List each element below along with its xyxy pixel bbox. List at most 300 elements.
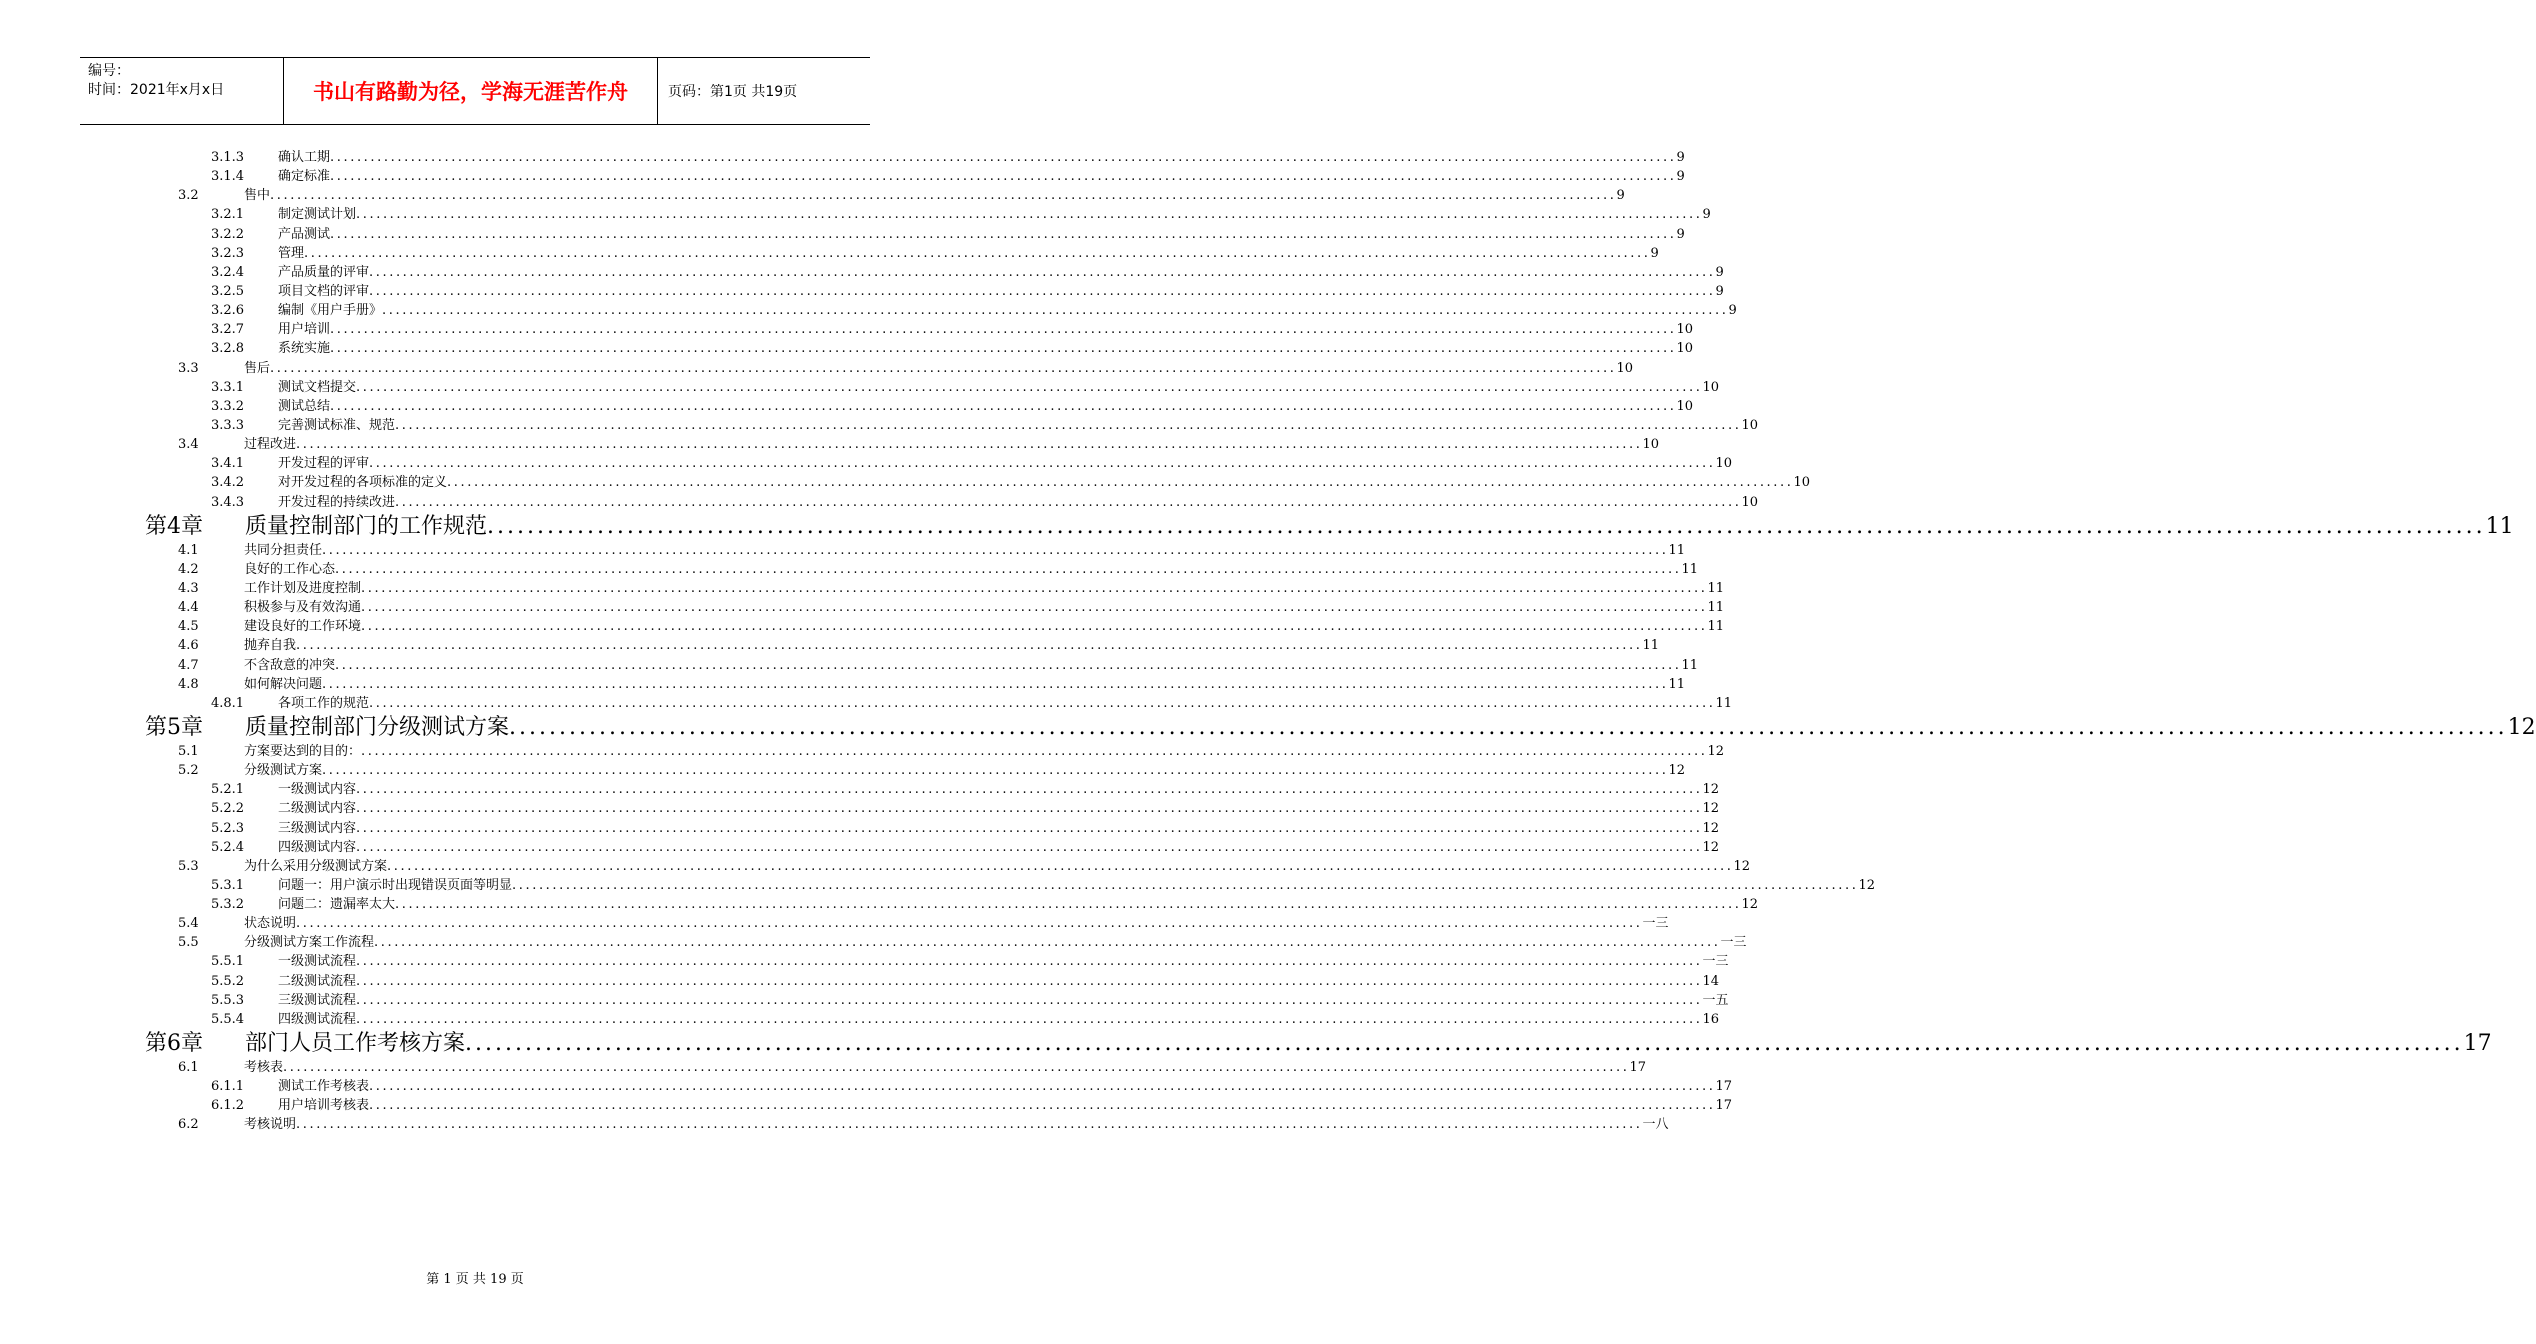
toc-entry-title: 为什么采用分级测试方案 — [244, 858, 388, 874]
toc-entry-title: 分级测试方案 — [244, 763, 323, 779]
toc-entry-line — [278, 895, 1759, 914]
toc-entry-line — [278, 263, 1724, 282]
toc-dot-leader: ........................................................................................................................................................................................................ — [330, 226, 1677, 242]
toc-entry-title: 售后 — [244, 360, 271, 376]
toc-entry-number: 5.5.4 — [211, 1011, 245, 1027]
toc-entry-row[interactable] — [0, 819, 1720, 838]
toc-entry-title: 方案要达到的目的： — [244, 743, 362, 759]
toc-entry-number: 6.1 — [178, 1060, 199, 1076]
toc-entry-line — [245, 1029, 2492, 1058]
toc-entry-row[interactable] — [0, 952, 1729, 971]
toc-dot-leader: ........................................................................................................................................................................................................ — [369, 264, 1716, 280]
toc-entry-page: 11 — [1681, 561, 1699, 577]
toc-dot-leader: ........................................................................................................................................................................................................ — [330, 322, 1677, 338]
toc-entry-row[interactable] — [0, 282, 1724, 301]
toc-dot-leader: ........................................................................................................................................................................................................ — [387, 858, 1734, 874]
toc-entry-page: 17 — [1629, 1060, 1647, 1076]
toc-entry-page: 10 — [1741, 494, 1759, 510]
toc-entry-title: 各项工作的规范 — [278, 695, 370, 711]
toc-entry-title: 确定标准 — [278, 169, 331, 185]
toc-entry-line — [278, 493, 1759, 512]
toc-dot-leader: ........................................................................................................................................................................................................ — [330, 341, 1677, 357]
toc-entry-page: 10 — [1676, 398, 1694, 414]
toc-entry-page: 9 — [1728, 303, 1737, 319]
toc-entry-page: 9 — [1676, 169, 1685, 185]
toc-entry-line — [278, 225, 1685, 244]
toc-entry-line — [244, 1115, 1669, 1134]
toc-entry-title: 产品测试 — [278, 226, 331, 242]
toc-entry-page: 11 — [1668, 542, 1686, 558]
toc-dot-leader: ........................................................................................................................................................................................................ — [487, 513, 2486, 539]
toc-dot-leader: ........................................................................................................................................................................................................ — [356, 992, 1703, 1008]
toc-entry-row[interactable] — [0, 656, 1699, 675]
toc-entry-row[interactable] — [0, 742, 1725, 761]
toc-chapter-row[interactable] — [0, 713, 2536, 742]
toc-dot-leader: ........................................................................................................................................................................................................ — [361, 580, 1708, 596]
toc-entry-row[interactable] — [0, 263, 1724, 282]
toc-entry-title: 用户培训 — [278, 322, 331, 338]
toc-entry-title: 对开发过程的各项标准的定义 — [278, 475, 448, 491]
toc-entry-line — [244, 617, 1725, 636]
toc-entry-line — [278, 838, 1720, 857]
toc-dot-leader: ........................................................................................................................................................................................................ — [356, 973, 1703, 989]
toc-entry-line — [244, 914, 1669, 933]
toc-entry-page: 11 — [1707, 619, 1725, 635]
page-footer: 第 1 页 共 19 页 — [426, 1272, 524, 1287]
toc-dot-leader: ........................................................................................................................................................................................................ — [283, 1060, 1630, 1076]
toc-entry-row[interactable] — [0, 339, 1694, 358]
toc-dot-leader: ........................................................................................................................................................................................................ — [356, 379, 1703, 395]
toc-dot-leader: ........................................................................................................................................................................................................ — [369, 1098, 1716, 1114]
toc-entry-number: 4.7 — [178, 657, 199, 673]
toc-entry-line — [278, 205, 1711, 224]
toc-entry-row[interactable] — [0, 301, 1737, 320]
toc-entry-number: 3.3.1 — [211, 379, 245, 395]
toc-entry-title: 工作计划及进度控制 — [244, 580, 362, 596]
toc-entry-row[interactable] — [0, 780, 1720, 799]
toc-entry-title: 管理 — [278, 245, 305, 261]
toc-entry-page: 12 — [2507, 714, 2536, 740]
toc-entry-number: 4.5 — [178, 619, 199, 635]
toc-entry-title: 问题二：遗漏率太大 — [278, 897, 396, 913]
toc-entry-row[interactable] — [0, 560, 1699, 579]
toc-entry-number: 3.3.3 — [211, 417, 245, 433]
toc-entry-number: 3.1.3 — [211, 150, 245, 165]
header-left-cell — [80, 58, 283, 124]
toc-dot-leader: ........................................................................................................................................................................................................ — [361, 619, 1708, 635]
toc-entry-title: 良好的工作心态 — [244, 561, 336, 577]
toc-entry-line — [278, 244, 1659, 263]
toc-entry-number: 3.2 — [178, 188, 199, 204]
toc-entry-page: 11 — [1642, 638, 1660, 654]
toc-entry-page: 10 — [1702, 379, 1720, 395]
toc-entry-number: 3.1.4 — [211, 169, 245, 185]
toc-entry-line — [244, 675, 1686, 694]
toc-entry-number: 6.1.1 — [211, 1079, 245, 1095]
header-page-info: 页码：第1页 共19页 — [668, 84, 798, 100]
toc-entry-page: 11 — [1681, 657, 1699, 673]
toc-entry-row[interactable] — [0, 205, 1711, 224]
toc-entry-title: 共同分担责任 — [244, 542, 323, 558]
toc-entry-title: 确认工期 — [278, 150, 331, 165]
toc-entry-row[interactable] — [0, 397, 1694, 416]
toc-dot-leader: ........................................................................................................................................................................................................ — [296, 437, 1643, 453]
toc-entry-title: 不含敌意的冲突 — [244, 657, 336, 673]
toc-entry-number: 4.6 — [178, 638, 199, 654]
toc-entry-page: 10 — [1616, 360, 1634, 376]
toc-entry-row[interactable] — [0, 167, 1685, 186]
toc-entry-title: 质量控制部门的工作规范 — [245, 513, 488, 539]
toc-entry-number: 6.1.2 — [211, 1098, 245, 1114]
toc-entry-title: 系统实施 — [278, 341, 331, 357]
toc-entry-row[interactable] — [0, 761, 1686, 780]
toc-entry-number: 5.2.3 — [211, 820, 245, 836]
toc-entry-row[interactable] — [0, 1077, 1733, 1096]
table-of-contents — [0, 148, 2536, 1135]
toc-dot-leader: ........................................................................................................................................................................................................ — [512, 877, 1859, 893]
toc-entry-page: 11 — [1707, 600, 1725, 616]
toc-entry-row[interactable] — [0, 320, 1694, 339]
toc-entry-number: 5.2.2 — [211, 801, 245, 817]
toc-entry-line — [278, 780, 1720, 799]
toc-entry-number: 5.5.3 — [211, 992, 245, 1008]
toc-entry-line — [278, 167, 1685, 186]
toc-entry-number: 3.4 — [178, 437, 199, 453]
toc-entry-number: 3.2.4 — [211, 264, 245, 280]
toc-entry-title: 问题一：用户演示时出现错误页面等明显 — [278, 877, 513, 893]
page-header — [80, 57, 870, 125]
toc-entry-title: 测试总结 — [278, 398, 331, 414]
toc-entry-row[interactable] — [0, 617, 1725, 636]
toc-entry-number: 第6章 — [145, 1031, 203, 1057]
toc-entry-line — [278, 972, 1720, 991]
toc-dot-leader: ........................................................................................................................................................................................................ — [296, 638, 1643, 654]
toc-entry-page: 9 — [1616, 188, 1625, 204]
toc-entry-page: 16 — [1702, 1011, 1720, 1027]
toc-entry-title: 完善测试标准、规范 — [278, 417, 396, 433]
toc-entry-page: 一三 — [1720, 935, 1747, 951]
toc-entry-title: 过程改进 — [244, 437, 297, 453]
toc-dot-leader: ........................................................................................................................................................................................................ — [330, 169, 1677, 185]
toc-entry-number: 4.3 — [178, 580, 199, 596]
toc-dot-leader: ........................................................................................................................................................................................................ — [395, 417, 1742, 433]
toc-entry-title: 开发过程的评审 — [278, 456, 370, 472]
toc-entry-line — [244, 636, 1660, 655]
toc-chapter-row[interactable] — [0, 512, 2514, 541]
toc-entry-title: 部门人员工作考核方案 — [245, 1031, 466, 1057]
toc-chapter-row[interactable] — [0, 1029, 2492, 1058]
toc-entry-number: 5.3 — [178, 858, 199, 874]
toc-dot-leader: ........................................................................................................................................................................................................ — [304, 245, 1651, 261]
toc-entry-line — [278, 148, 1685, 167]
toc-entry-number: 3.2.2 — [211, 226, 245, 242]
toc-entry-page: 10 — [1642, 437, 1660, 453]
toc-entry-page: 11 — [1668, 676, 1686, 692]
toc-dot-leader: ........................................................................................................................................................................................................ — [296, 916, 1643, 932]
toc-entry-page: 11 — [1715, 695, 1733, 711]
toc-entry-row[interactable] — [0, 454, 1733, 473]
toc-dot-leader: ........................................................................................................................................................................................................ — [369, 1079, 1716, 1095]
toc-entry-row[interactable] — [0, 799, 1720, 818]
toc-entry-line — [278, 320, 1694, 339]
toc-entry-row[interactable] — [0, 473, 1811, 492]
toc-entry-number: 第5章 — [145, 714, 203, 740]
toc-entry-row[interactable] — [0, 857, 1751, 876]
toc-entry-title: 编制《用户手册》 — [278, 303, 383, 319]
toc-dot-leader: ........................................................................................................................................................................................................ — [322, 763, 1669, 779]
toc-entry-row[interactable] — [0, 416, 1759, 435]
toc-entry-line — [244, 579, 1725, 598]
toc-entry-row[interactable] — [0, 225, 1685, 244]
toc-entry-line — [244, 761, 1686, 780]
toc-entry-page: 一八 — [1642, 1117, 1669, 1133]
toc-entry-line — [278, 454, 1733, 473]
toc-dot-leader: ........................................................................................................................................................................................................ — [369, 456, 1716, 472]
toc-entry-page: 12 — [1702, 839, 1720, 855]
toc-entry-page: 17 — [1715, 1098, 1733, 1114]
toc-entry-title: 一级测试流程 — [278, 954, 357, 970]
toc-entry-line — [278, 799, 1720, 818]
toc-entry-row[interactable] — [0, 378, 1720, 397]
toc-entry-number: 3.4.2 — [211, 475, 245, 491]
toc-entry-line — [278, 282, 1724, 301]
toc-entry-number: 3.3.2 — [211, 398, 245, 414]
toc-entry-number: 3.3 — [178, 360, 199, 376]
toc-entry-row[interactable] — [0, 914, 1669, 933]
toc-entry-page: 10 — [1676, 341, 1694, 357]
toc-entry-row[interactable] — [0, 186, 1625, 205]
toc-dot-leader: ........................................................................................................................................................................................................ — [356, 820, 1703, 836]
toc-entry-title: 分级测试方案工作流程 — [244, 935, 375, 951]
toc-dot-leader: ........................................................................................................................................................................................................ — [356, 782, 1703, 798]
toc-entry-number: 3.2.7 — [211, 322, 245, 338]
toc-entry-title: 测试文档提交 — [278, 379, 357, 395]
toc-entry-title: 售中 — [244, 188, 271, 204]
toc-entry-line — [245, 713, 2536, 742]
toc-entry-page: 12 — [1741, 897, 1759, 913]
toc-entry-number: 5.5.2 — [211, 973, 245, 989]
toc-dot-leader: ........................................................................................................................................................................................................ — [330, 150, 1677, 165]
toc-entry-page: 10 — [1793, 475, 1811, 491]
toc-entry-row[interactable] — [0, 636, 1660, 655]
toc-dot-leader: ........................................................................................................................................................................................................ — [361, 600, 1708, 616]
toc-entry-line — [278, 378, 1720, 397]
toc-entry-title: 用户培训考核表 — [278, 1098, 370, 1114]
toc-dot-leader: ........................................................................................................................................................................................................ — [509, 714, 2508, 740]
toc-entry-row[interactable] — [0, 933, 1747, 952]
toc-entry-line — [244, 359, 1634, 378]
toc-entry-title: 抛弃自我 — [244, 638, 297, 654]
toc-entry-title: 开发过程的持续改进 — [278, 494, 396, 510]
toc-dot-leader: ........................................................................................................................................................................................................ — [270, 188, 1617, 204]
toc-entry-title: 积极参与及有效沟通 — [244, 600, 362, 616]
toc-entry-row[interactable] — [0, 1058, 1647, 1077]
toc-dot-leader: ........................................................................................................................................................................................................ — [296, 1117, 1643, 1133]
toc-entry-title: 状态说明 — [244, 916, 297, 932]
toc-entry-page: 12 — [1702, 820, 1720, 836]
toc-entry-page: 11 — [1707, 580, 1725, 596]
toc-entry-number: 5.4 — [178, 916, 199, 932]
toc-dot-leader: ........................................................................................................................................................................................................ — [335, 561, 1682, 577]
toc-entry-page: 9 — [1702, 207, 1711, 223]
toc-entry-title: 四级测试内容 — [278, 839, 357, 855]
toc-dot-leader: ........................................................................................................................................................................................................ — [356, 207, 1703, 223]
header-motto: 书山有路勤为径，学海无涯苦作舟 — [283, 58, 658, 124]
toc-entry-row[interactable] — [0, 244, 1659, 263]
toc-entry-page: 9 — [1715, 264, 1724, 280]
toc-entry-number: 3.2.5 — [211, 283, 245, 299]
toc-dot-leader: ........................................................................................................................................................................................................ — [395, 494, 1742, 510]
toc-dot-leader: ........................................................................................................................................................................................................ — [447, 475, 1794, 491]
toc-entry-row[interactable] — [0, 148, 1685, 167]
toc-entry-row[interactable] — [0, 895, 1759, 914]
toc-entry-line — [244, 857, 1751, 876]
toc-entry-number: 4.8.1 — [211, 695, 245, 711]
toc-entry-row[interactable] — [0, 972, 1720, 991]
toc-dot-leader: ........................................................................................................................................................................................................ — [361, 743, 1708, 759]
toc-entry-number: 3.2.8 — [211, 341, 245, 357]
toc-entry-row[interactable] — [0, 876, 1876, 895]
toc-entry-page: 9 — [1650, 245, 1659, 261]
toc-entry-row[interactable] — [0, 579, 1725, 598]
toc-dot-leader: ........................................................................................................................................................................................................ — [322, 676, 1669, 692]
toc-entry-row[interactable] — [0, 493, 1759, 512]
toc-entry-row[interactable] — [0, 675, 1686, 694]
toc-entry-line — [244, 186, 1625, 205]
toc-entry-line — [244, 435, 1660, 454]
toc-entry-title: 制定测试计划 — [278, 207, 357, 223]
toc-entry-line — [278, 819, 1720, 838]
toc-entry-page: 12 — [1668, 763, 1686, 779]
toc-dot-leader: ........................................................................................................................................................................................................ — [369, 283, 1716, 299]
toc-entry-line — [278, 1096, 1733, 1115]
toc-entry-line — [244, 1058, 1647, 1077]
toc-entry-line — [278, 301, 1737, 320]
toc-entry-page: 10 — [1715, 456, 1733, 472]
toc-entry-line — [278, 694, 1733, 713]
toc-entry-line — [244, 742, 1725, 761]
toc-entry-number: 第4章 — [145, 513, 203, 539]
toc-entry-line — [278, 991, 1729, 1010]
toc-entry-page: 12 — [1707, 743, 1725, 759]
toc-entry-line — [278, 952, 1729, 971]
toc-entry-line — [278, 416, 1759, 435]
toc-entry-title: 三级测试内容 — [278, 820, 357, 836]
toc-entry-page: 12 — [1858, 877, 1876, 893]
document-number-label: 编号： — [88, 63, 130, 79]
toc-entry-page: 10 — [1741, 417, 1759, 433]
toc-entry-number: 3.4.3 — [211, 494, 245, 510]
toc-entry-number: 5.3.2 — [211, 897, 245, 913]
toc-entry-title: 考核说明 — [244, 1117, 297, 1133]
toc-entry-number: 3.2.6 — [211, 303, 245, 319]
toc-dot-leader: ........................................................................................................................................................................................................ — [382, 303, 1729, 319]
toc-dot-leader: ........................................................................................................................................................................................................ — [356, 839, 1703, 855]
toc-entry-title: 建设良好的工作环境 — [244, 619, 362, 635]
toc-entry-line — [278, 1010, 1720, 1029]
toc-entry-title: 二级测试流程 — [278, 973, 357, 989]
toc-entry-line — [278, 339, 1694, 358]
toc-entry-number: 4.1 — [178, 542, 199, 558]
toc-entry-line — [244, 541, 1686, 560]
toc-entry-title: 质量控制部门分级测试方案 — [245, 714, 510, 740]
toc-entry-page: 一五 — [1702, 992, 1729, 1008]
toc-entry-page: 12 — [1733, 858, 1751, 874]
toc-entry-number: 5.5.1 — [211, 954, 245, 970]
toc-entry-number: 5.2 — [178, 763, 199, 779]
toc-entry-page: 一三 — [1702, 954, 1729, 970]
toc-entry-title: 二级测试内容 — [278, 801, 357, 817]
toc-entry-line — [244, 656, 1699, 675]
document-date: 时间：2021年x月x日 — [88, 82, 225, 98]
toc-entry-page: 12 — [1702, 801, 1720, 817]
toc-entry-page: 12 — [1702, 782, 1720, 798]
toc-entry-page: 17 — [1715, 1079, 1733, 1095]
toc-dot-leader: ........................................................................................................................................................................................................ — [465, 1031, 2464, 1057]
toc-entry-row[interactable] — [0, 598, 1725, 617]
toc-entry-number: 5.2.1 — [211, 782, 245, 798]
toc-entry-number: 3.2.1 — [211, 207, 245, 223]
toc-entry-line — [278, 397, 1694, 416]
toc-entry-title: 项目文档的评审 — [278, 283, 370, 299]
toc-entry-number: 5.1 — [178, 743, 199, 759]
toc-dot-leader: ........................................................................................................................................................................................................ — [322, 542, 1669, 558]
toc-entry-row[interactable] — [0, 1010, 1720, 1029]
toc-entry-line — [245, 512, 2514, 541]
toc-entry-page: 11 — [2485, 513, 2514, 539]
toc-dot-leader: ........................................................................................................................................................................................................ — [356, 1011, 1703, 1027]
toc-entry-page: 14 — [1702, 973, 1720, 989]
toc-dot-leader: ........................................................................................................................................................................................................ — [356, 801, 1703, 817]
toc-entry-page: 17 — [2463, 1031, 2492, 1057]
toc-entry-number: 6.2 — [178, 1117, 199, 1133]
toc-entry-title: 四级测试流程 — [278, 1011, 357, 1027]
toc-entry-title: 测试工作考核表 — [278, 1079, 370, 1095]
toc-entry-number: 4.8 — [178, 676, 199, 692]
toc-entry-line — [278, 876, 1876, 895]
toc-entry-row[interactable] — [0, 991, 1729, 1010]
toc-entry-row[interactable] — [0, 1115, 1669, 1134]
toc-entry-number: 5.2.4 — [211, 839, 245, 855]
toc-entry-row[interactable] — [0, 435, 1660, 454]
toc-dot-leader: ........................................................................................................................................................................................................ — [335, 657, 1682, 673]
toc-entry-number: 5.5 — [178, 935, 199, 951]
toc-entry-title: 三级测试流程 — [278, 992, 357, 1008]
toc-entry-page: 一三 — [1642, 916, 1669, 932]
toc-entry-page: 9 — [1676, 226, 1685, 242]
toc-entry-number: 3.4.1 — [211, 456, 245, 472]
toc-entry-line — [244, 933, 1747, 952]
toc-dot-leader: ........................................................................................................................................................................................................ — [395, 897, 1742, 913]
toc-entry-page: 9 — [1676, 150, 1685, 165]
toc-entry-row[interactable] — [0, 694, 1733, 713]
toc-entry-row[interactable] — [0, 1096, 1733, 1115]
toc-entry-title: 考核表 — [244, 1060, 284, 1076]
toc-dot-leader: ........................................................................................................................................................................................................ — [374, 935, 1721, 951]
toc-entry-number: 5.3.1 — [211, 877, 245, 893]
toc-entry-line — [278, 1077, 1733, 1096]
toc-entry-line — [278, 473, 1811, 492]
toc-entry-number: 4.4 — [178, 600, 199, 616]
toc-entry-title: 产品质量的评审 — [278, 264, 370, 280]
toc-entry-page: 9 — [1715, 283, 1724, 299]
toc-entry-row[interactable] — [0, 838, 1720, 857]
toc-dot-leader: ........................................................................................................................................................................................................ — [270, 360, 1617, 376]
toc-entry-row[interactable] — [0, 541, 1686, 560]
toc-entry-page: 10 — [1676, 322, 1694, 338]
toc-entry-line — [244, 560, 1699, 579]
toc-entry-row[interactable] — [0, 359, 1634, 378]
